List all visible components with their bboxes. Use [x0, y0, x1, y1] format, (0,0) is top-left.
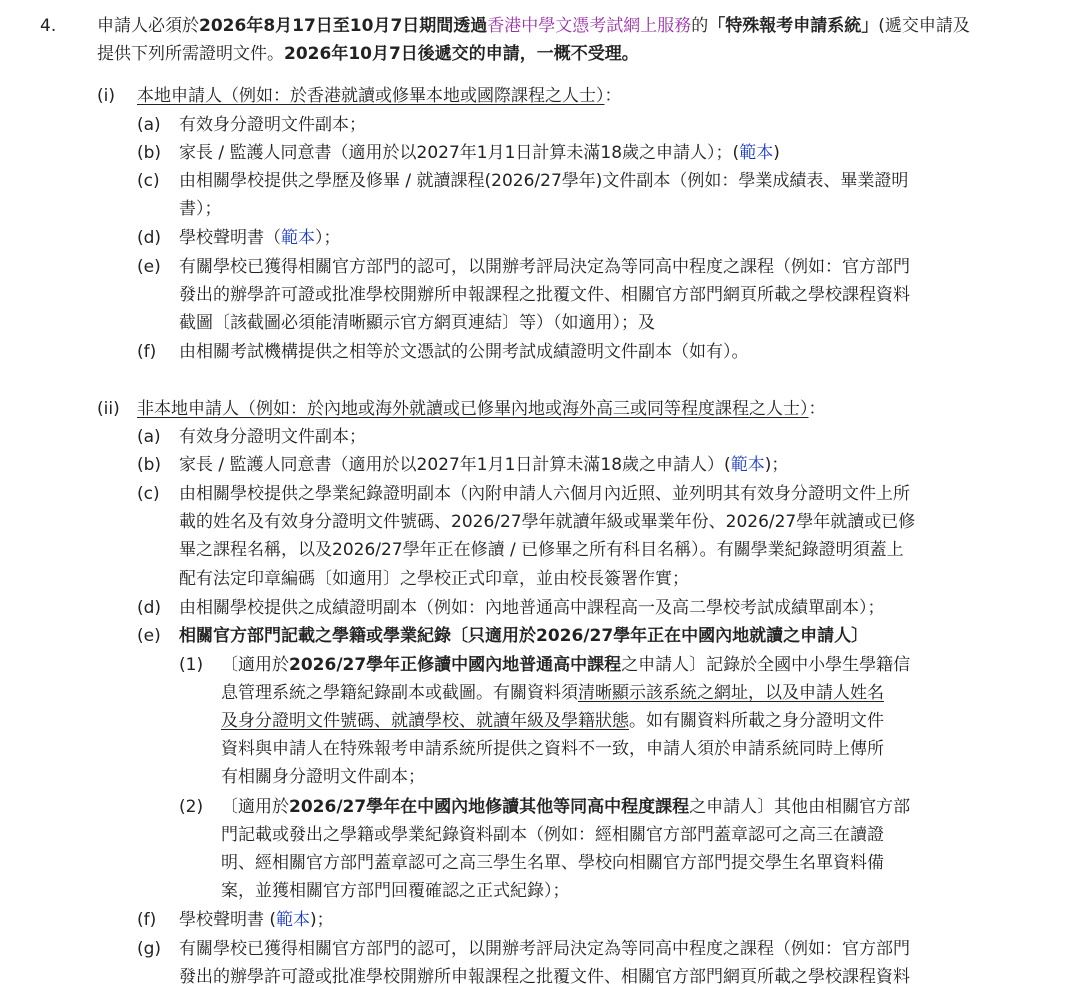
nonlocal-d-text: 由相關學校提供之成績證明副本（例如：內地普通高中課程高一及高二學校考試成績單副本）； — [179, 598, 885, 618]
nonlocal-e1-underlined-2: 清晰顯示該系統之網址，以及申請人姓名 — [578, 683, 884, 703]
nonlocal-e1-line-1 — [221, 651, 910, 680]
nonlocal-e1-line-2 — [221, 679, 884, 708]
item4-connector: 的 — [691, 16, 709, 36]
local-f-label: (f) — [137, 342, 157, 362]
local-heading-colon: ： — [604, 86, 622, 106]
nonlocal-e2-line-4: 案，並獲相關官方部門回覆確認之正式紀錄）； — [221, 881, 570, 901]
nonlocal-f-desc: 學校聲明書 ( — [179, 910, 277, 930]
local-d-close: ）； — [315, 228, 341, 248]
nonlocal-school-declaration-sample-link[interactable]: 範本 — [276, 910, 311, 930]
nonlocal-a-label: (a) — [137, 427, 161, 447]
nonlocal-e2-desc: 之申請人〕其他由相關官方部 — [689, 797, 911, 817]
nonlocal-roman-label: (ii) — [97, 399, 120, 419]
nonlocal-d-label: (d) — [137, 598, 162, 618]
nonlocal-e1-label: (1) — [179, 655, 204, 675]
nonlocal-heading — [137, 395, 826, 424]
local-a-label: (a) — [137, 115, 161, 135]
item4-line-1 — [97, 12, 970, 41]
local-e-line-2: 發出的辦學許可證或批准學校開辦所申報課程之批覆文件、相關官方部門網頁所載之學校課程資料 — [179, 285, 910, 305]
nonlocal-heading-text: 非本地申請人（例如：於內地或海外就讀或已修畢內地或海外高三或同等程度課程之人士） — [137, 399, 809, 419]
nonlocal-e-heading — [179, 622, 868, 651]
nonlocal-b-close: )； — [764, 455, 789, 475]
local-b-close: ) — [773, 143, 780, 163]
nonlocal-e1-scope: 2026/27學年正修讀中國內地普通高中課程 — [289, 655, 622, 675]
nonlocal-g-line-2: 發出的辦學許可證或批准學校開辦所申報課程之批覆文件、相關官方部門網頁所載之學校課程資料 — [179, 967, 910, 987]
nonlocal-e1-underlined-3: 及身分證明文件號碼、就讀學校、就讀年級及學籍狀態 — [221, 711, 629, 731]
nonlocal-c-line-2: 載的姓名及有效身分證明文件號碼、2026/27學年就讀年級或畢業年份、2026/27學年就讀或已修 — [179, 512, 916, 532]
nonlocal-e1-line-5: 有相關身分證明文件副本； — [221, 767, 425, 787]
nonlocal-heading-colon: ： — [808, 399, 826, 419]
nonlocal-e-label: (e) — [137, 626, 161, 646]
nonlocal-e2-label: (2) — [179, 797, 204, 817]
local-d-label: (d) — [137, 228, 162, 248]
nonlocal-f-text — [179, 906, 334, 935]
nonlocal-b-desc: 家長 / 監護人同意書（適用於以2027年1月1日計算未滿18歲之申請人）( — [179, 455, 731, 475]
item4-submit-text: (遞交申請及 — [878, 16, 970, 36]
nonlocal-e1-text-3: 。如有關資料所載之身分證明文件 — [629, 711, 884, 731]
nonlocal-e2-line-1 — [221, 793, 910, 822]
local-heading-text: 本地申請人（例如：於香港就讀或修畢本地或國際課程之人士） — [137, 86, 605, 106]
nonlocal-c-label: (c) — [137, 484, 160, 504]
nonlocal-c-line-3: 畢之課程名稱，以及2026/27學年正在修讀 / 已修畢之所有科目名稱）。有關學業紀錄證明須蓋上 — [179, 540, 904, 560]
nonlocal-consent-sample-link[interactable]: 範本 — [730, 455, 765, 475]
local-d-desc: 學校聲明書（ — [179, 228, 281, 248]
item4-docs-text: 提供下列所需證明文件。 — [97, 44, 284, 64]
local-c-line-1: 由相關學校提供之學歷及修畢 / 就讀課程(2026/27學年)文件副本（例如：學業成績表、畢業證明 — [179, 171, 909, 191]
nonlocal-e2-scope: 2026/27學年在中國內地修讀其他等同高中程度課程 — [289, 797, 690, 817]
nonlocal-f-close: )； — [310, 910, 334, 930]
local-e-line-3: 截圖〔該截圖必須能清晰顯示官方網頁連結〕等）（如適用）；及 — [179, 313, 655, 333]
nonlocal-b-label: (b) — [137, 455, 162, 475]
item-number: 4. — [40, 16, 57, 36]
nonlocal-e1-line-4: 資料與申請人在特殊報考申請系統所提供之資料不一致，申請人須於申請系統同時上傳所 — [221, 739, 884, 759]
nonlocal-e2-open: 〔適用於 — [221, 797, 289, 817]
item4-dates: 2026年8月17日至10月7日期間透過 — [199, 16, 488, 36]
nonlocal-e1-text-2: 息管理系統之學籍紀錄副本或截圖。有關資料須 — [221, 683, 578, 703]
nonlocal-e1-desc: 之申請人〕記錄於全國中小學生學籍信 — [621, 655, 911, 675]
nonlocal-f-label: (f) — [137, 910, 157, 930]
local-d-text — [179, 224, 341, 253]
local-consent-sample-link[interactable]: 範本 — [739, 143, 774, 163]
nonlocal-b-text — [179, 451, 788, 480]
local-c-label: (c) — [137, 171, 160, 191]
local-c-line-2: 書）； — [179, 199, 222, 219]
local-b-text — [179, 139, 780, 168]
nonlocal-g-label: (g) — [137, 939, 162, 959]
nonlocal-g-line-1: 有關學校已獲得相關官方部門的認可，以開辦考評局決定為等同高中程度之課程（例如：官方部門 — [179, 939, 910, 959]
local-roman-label: (i) — [97, 86, 115, 106]
nonlocal-e2-line-3: 明、經相關官方部門蓋章認可之高三學生名單、學校向相關官方部門提交學生名單資料備 — [221, 853, 884, 873]
local-school-declaration-sample-link[interactable]: 範本 — [281, 228, 315, 248]
nonlocal-a-text: 有效身分證明文件副本； — [179, 427, 366, 447]
nonlocal-c-line-4: 配有法定印章編碼〔如適用〕之學校正式印章，並由校長簽署作實； — [179, 569, 689, 589]
nonlocal-e2-line-2: 門記載或發出之學籍或學業紀錄資料副本（例如：經相關官方部門蓋章認可之高三在讀證 — [221, 825, 884, 845]
nonlocal-e1-open: 〔適用於 — [221, 655, 289, 675]
local-b-label: (b) — [137, 143, 162, 163]
local-heading — [137, 82, 622, 111]
item4-deadline-notice: 2026年10月7日後遞交的申請，一概不受理。 — [284, 44, 639, 64]
hkdse-online-services-link[interactable]: 香港中學文憑考試網上服務 — [487, 16, 692, 36]
local-e-line-1: 有關學校已獲得相關官方部門的認可，以開辦考評局決定為等同高中程度之課程（例如：官方部門 — [179, 257, 910, 277]
item4-system-name: 「特殊報考申請系統」 — [708, 16, 879, 36]
nonlocal-e-heading-text: 相關官方部門記載之學籍或學業紀錄〔只適用於2026/27學年正在中國內地就讀之申請人〕 — [179, 626, 869, 646]
item4-line-2 — [97, 40, 639, 69]
nonlocal-e1-line-3 — [221, 707, 884, 736]
nonlocal-c-line-1: 由相關學校提供之學業紀錄證明副本（內附申請人六個月內近照、並列明其有效身分證明文件上所 — [179, 484, 910, 504]
local-e-label: (e) — [137, 257, 161, 277]
item4-intro-text: 申請人必須於 — [97, 16, 199, 36]
local-f-text: 由相關考試機構提供之相等於文憑試的公開考試成績證明文件副本（如有）。 — [179, 342, 749, 362]
local-b-desc: 家長 / 監護人同意書（適用於以2027年1月1日計算未滿18歲之申請人）；( — [179, 143, 740, 163]
local-a-text: 有效身分證明文件副本； — [179, 115, 366, 135]
